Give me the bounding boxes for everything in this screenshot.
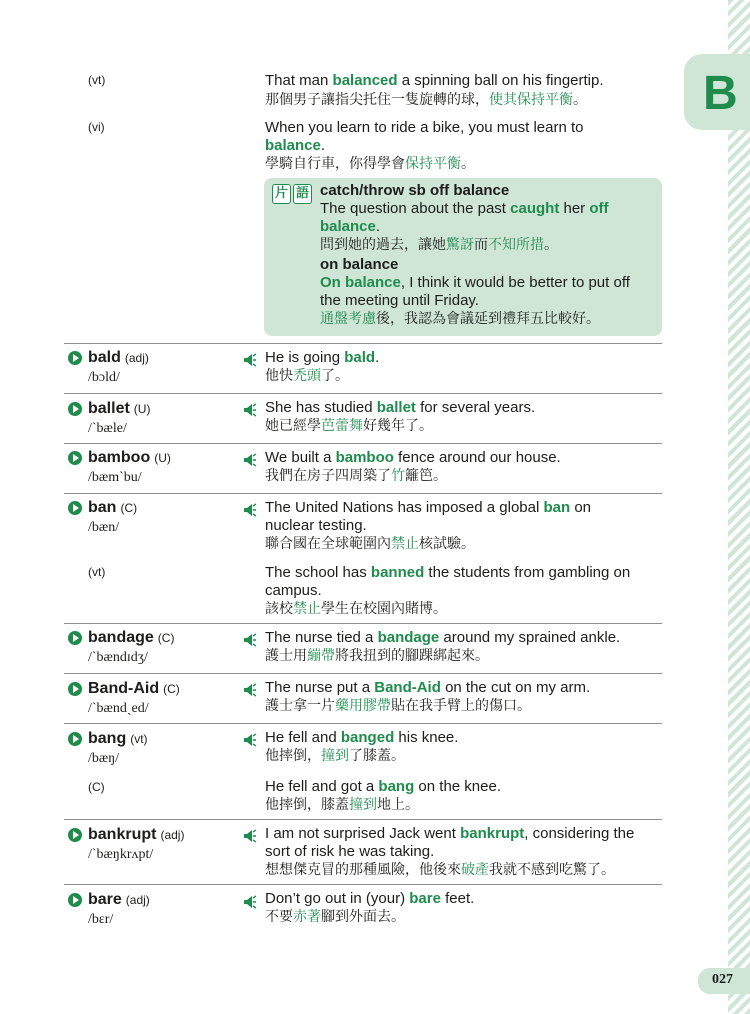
example-zh: 護士拿一片藥用膠帶貼在我手臂上的傷口。 [265, 698, 531, 714]
example-zh: 聯合國在全球範圍內禁止核試驗。 [265, 536, 475, 552]
speaker-icon[interactable] [243, 633, 257, 647]
example-zh: 護士用繃帶將我扭到的腳踝綁起來。 [265, 648, 489, 664]
entry-divider [64, 673, 662, 674]
example-zh: 問到她的過去，讓她驚訝而不知所措。 [320, 237, 558, 253]
example-zh: 學騎自行車，你得學會保持平衡。 [265, 156, 475, 172]
example-en: He fell and got a bang on the knee. [265, 778, 501, 795]
entry-divider [64, 819, 662, 820]
example-en: Don’t go out in (your) bare feet. [265, 890, 475, 907]
page-edge-stripes [728, 0, 750, 1014]
play-icon[interactable] [68, 351, 82, 365]
pronunciation: /bɔld/ [88, 370, 120, 385]
phrase-title: catch/throw sb off balance [320, 182, 510, 199]
entry-headword: bald (adj) /bɔld/ [68, 349, 149, 388]
play-icon[interactable] [68, 682, 82, 696]
example-en: When you learn to ride a bike, you must learn to [265, 119, 584, 136]
page-number: 027 [698, 968, 750, 994]
example-en: balance. [320, 218, 381, 235]
example-zh: 想想傑克冒的那種風險，他後來破產我就不感到吃驚了。 [265, 862, 615, 878]
speaker-icon[interactable] [243, 829, 257, 843]
speaker-icon[interactable] [243, 503, 257, 517]
example-en: We built a bamboo fence around our house. [265, 449, 561, 466]
entry-headword: bandage (C) /ˋbændɪdʒ/ [68, 629, 174, 668]
example-en: The school has banned the students from gambling on [265, 564, 631, 581]
entry-divider [64, 723, 662, 724]
entry-divider [64, 884, 662, 885]
entry-headword: bare (adj) /bɛr/ [68, 891, 150, 930]
example-zh: 我們在房子四周築了竹籬笆。 [265, 468, 447, 484]
example-zh: 他摔倒，撞到了膝蓋。 [265, 748, 405, 764]
entry-headword: bang (vt) /bæŋ/ [68, 730, 148, 769]
pronunciation: /ˋbæle/ [88, 421, 127, 436]
entry-divider [64, 623, 662, 624]
example-en: The nurse put a Band-Aid on the cut on my arm. [265, 679, 591, 696]
speaker-icon[interactable] [243, 733, 257, 747]
play-icon[interactable] [68, 402, 82, 416]
pos-label: (C) [88, 780, 105, 794]
entry-divider [64, 493, 662, 494]
phrase-box [264, 178, 662, 336]
play-icon[interactable] [68, 828, 82, 842]
example-en: campus. [265, 582, 322, 599]
entry-headword: bankrupt (adj) /ˋbæŋkrʌpt/ [68, 826, 184, 865]
entry-headword: Band-Aid (C) /ˋbændˏed/ [68, 680, 180, 719]
example-zh: 不要赤著腳到外面去。 [265, 909, 405, 925]
pronunciation: /ˋbændˏed/ [88, 701, 149, 716]
pronunciation: /ˋbæŋkrʌpt/ [88, 847, 154, 862]
entry-divider [64, 343, 662, 344]
section-letter: B [703, 67, 738, 120]
play-icon[interactable] [68, 501, 82, 515]
entry-headword: ballet (U) /ˋbæle/ [68, 400, 150, 439]
example-zh: 她已經學芭蕾舞好幾年了。 [265, 418, 433, 434]
example-en: On balance, I think it would be better to put off [320, 274, 630, 291]
play-icon[interactable] [68, 893, 82, 907]
entry-headword: ban (C) /bæn/ [68, 499, 137, 538]
speaker-icon[interactable] [243, 353, 257, 367]
speaker-icon[interactable] [243, 453, 257, 467]
example-en: nuclear testing. [265, 517, 367, 534]
example-en: the meeting until Friday. [320, 292, 479, 309]
example-en: The United Nations has imposed a global ban on [265, 499, 592, 516]
pronunciation: /bæmˋbu/ [88, 470, 142, 485]
phrase-badge: 片 語 [272, 184, 312, 204]
entry-divider [64, 393, 662, 394]
example-en: That man balanced a spinning ball on his fingertip. [265, 72, 604, 89]
pronunciation: /bæŋ/ [88, 751, 120, 766]
pos-label: (vi) [88, 120, 105, 134]
example-zh: 該校禁止學生在校園內賭博。 [265, 601, 447, 617]
example-en: She has studied ballet for several years. [265, 399, 536, 416]
example-en: sort of risk he was taking. [265, 843, 435, 860]
entry-headword: bamboo (U) /bæmˋbu/ [68, 449, 171, 488]
entry-divider [64, 443, 662, 444]
pos-label: (vt) [88, 565, 106, 579]
pronunciation: /bæn/ [88, 520, 120, 535]
pronunciation: /ˋbændɪdʒ/ [88, 650, 148, 665]
example-en: The nurse tied a bandage around my sprained ankle. [265, 629, 621, 646]
speaker-icon[interactable] [243, 895, 257, 909]
play-icon[interactable] [68, 451, 82, 465]
example-zh: 通盤考慮後，我認為會議延到禮拜五比較好。 [320, 311, 600, 327]
example-en: The question about the past caught her off [320, 200, 609, 217]
example-en: I am not surprised Jack went bankrupt, considering the [265, 825, 635, 842]
example-zh: 他快禿頭了。 [265, 368, 349, 384]
play-icon[interactable] [68, 732, 82, 746]
speaker-icon[interactable] [243, 403, 257, 417]
speaker-icon[interactable] [243, 683, 257, 697]
example-en: He is going bald. [265, 349, 380, 366]
example-zh: 他摔倒，膝蓋撞到地上。 [265, 797, 419, 813]
pronunciation: /bɛr/ [88, 912, 114, 927]
phrase-title: on balance [320, 256, 399, 273]
play-icon[interactable] [68, 631, 82, 645]
example-zh: 那個男子讓指尖托住一隻旋轉的球，使其保持平衡。 [265, 92, 587, 108]
pos-label: (vt) [88, 73, 106, 87]
example-en: balance. [265, 137, 326, 154]
example-en: He fell and banged his knee. [265, 729, 459, 746]
